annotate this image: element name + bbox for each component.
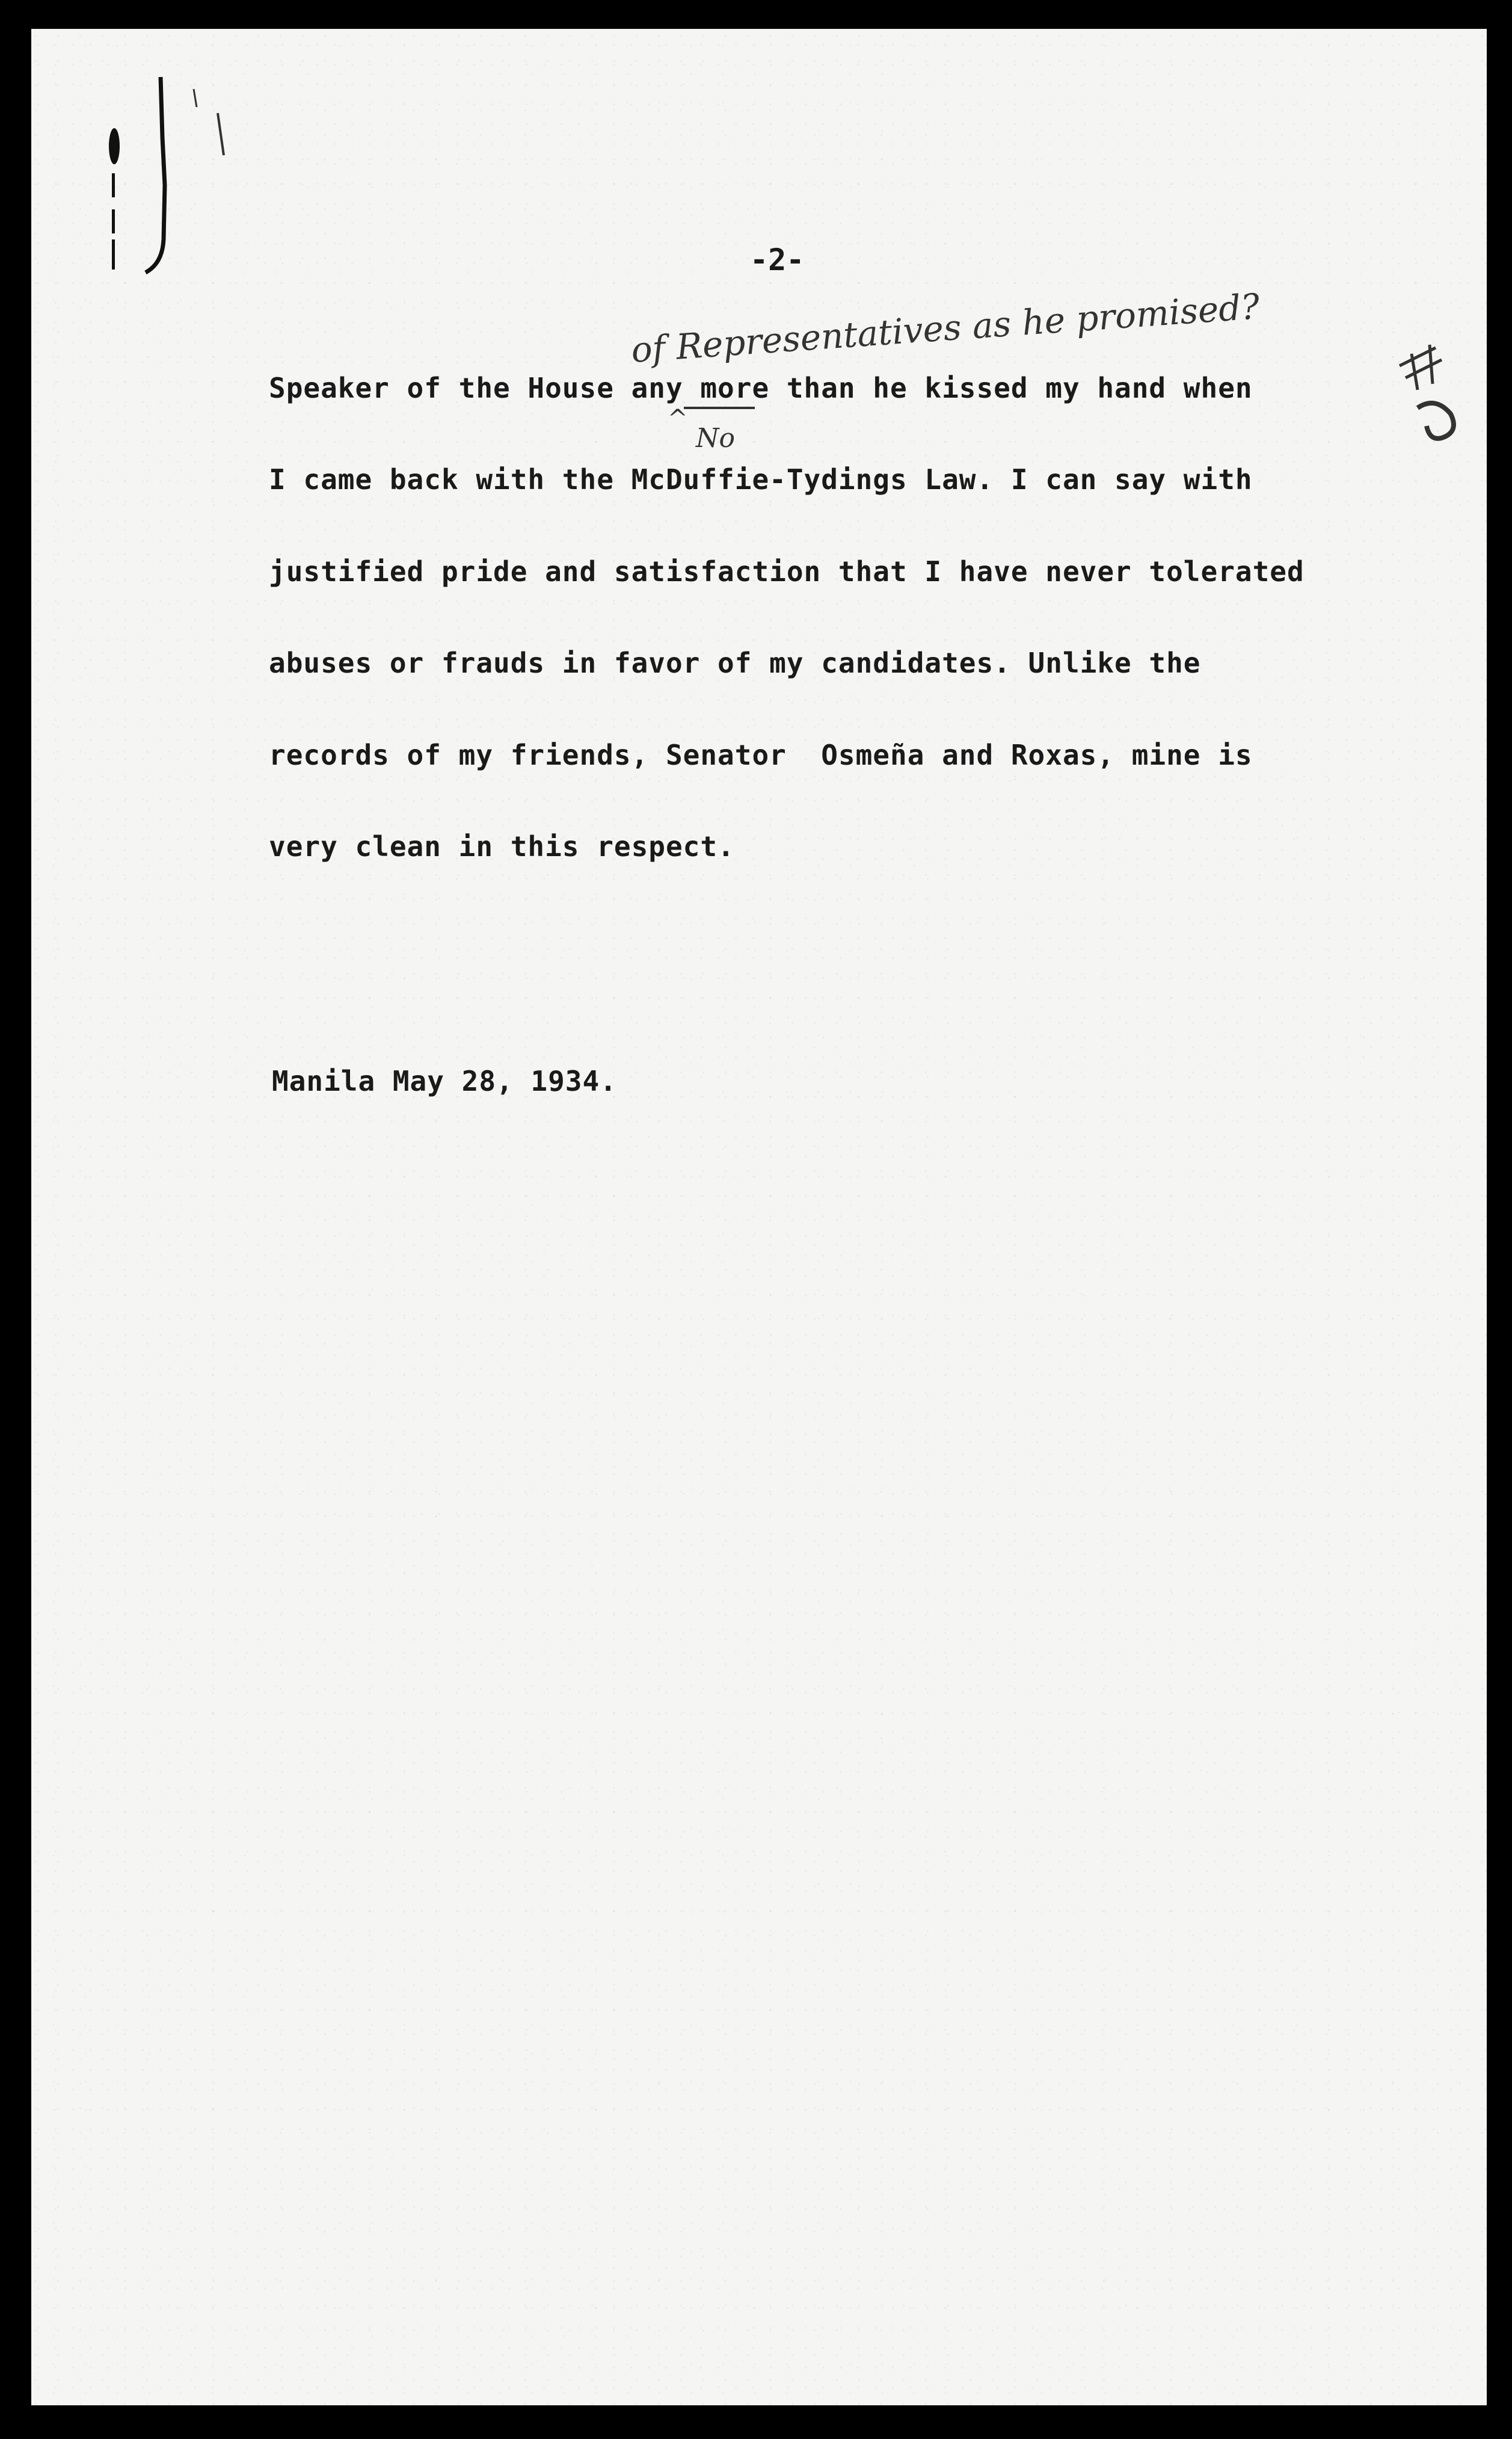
handwritten-insertion: of Representatives as he promised? xyxy=(630,286,1261,371)
body-line-5: records of my friends, Senator Osmeña and Roxas, mine is xyxy=(269,739,1253,771)
body-line-2: I came back with the McDuffie-Tydings Law. I can say with xyxy=(269,463,1253,496)
binding-hole-marks xyxy=(103,65,242,294)
body-line-1: Speaker of the House any more than he kissed my hand when xyxy=(269,372,1253,404)
body-line-6: very clean in this respect. xyxy=(269,830,735,863)
body-line-3: justified pride and satisfaction that I have never tolerated xyxy=(269,555,1305,588)
handwritten-scribble xyxy=(1394,342,1478,450)
page-number: -2- xyxy=(750,242,805,277)
handwritten-no: No xyxy=(696,423,735,454)
body-line-4: abuses or frauds in favor of my candidates. Unlike the xyxy=(269,647,1201,679)
document-page xyxy=(31,29,1487,2405)
strikethrough-any xyxy=(684,407,755,409)
dateline: Manila May 28, 1934. xyxy=(272,1065,617,1097)
insertion-caret: ^ xyxy=(668,405,688,433)
